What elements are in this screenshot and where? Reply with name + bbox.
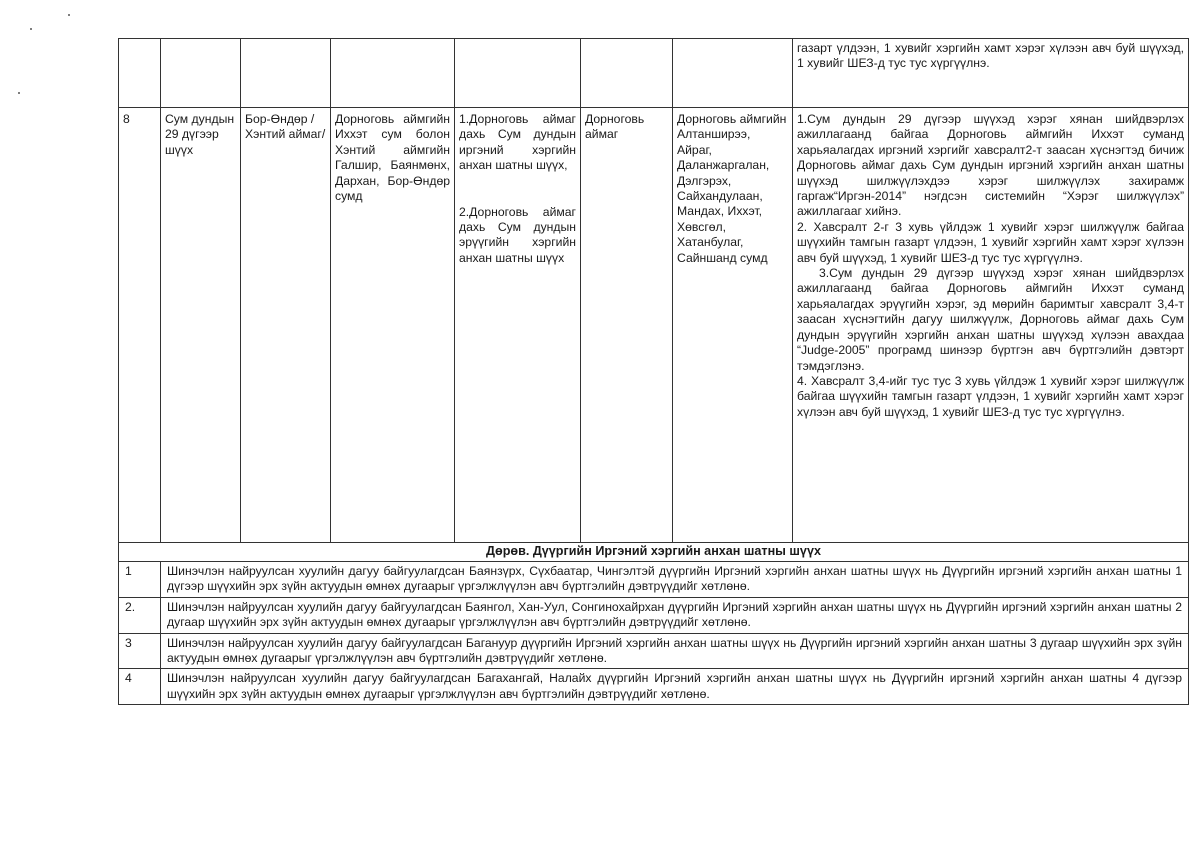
transfer-table bbox=[118, 38, 1189, 705]
item-text: Шинэчлэн найруулсан хуулийн дагуу байгуулагдсан Багануур дүүргийн Иргэний хэргийн анхан шатны шүүх нь Дүүргийн иргэний хэргийн анхан шатны 3 дугаар шүүхийн эрх зүйн актуудын өмнөх дугаарыг үргэлжлүүлэн авч бүртгэлийн дэвтрүүдийг хөтлөнө. bbox=[161, 633, 1189, 669]
table-row bbox=[119, 597, 1189, 633]
action-paragraph-4: 4. Хавсралт 3,4-ийг тус тус 3 хувь үйлдэж 1 хувийг хэрэг шилжүүлж байгаа шүүхийн тамгын газарт үлдээн, 1 хувийг хэргийн хамт хэрэг хүлээн авч буй шүүхэд, 1 хувийг ШЕЗ-д тус тус хүргүүлнэ. bbox=[797, 373, 1184, 419]
court-name-cell: Сум дундын 29 дүгээр шүүх bbox=[161, 108, 241, 543]
section-header-row bbox=[119, 543, 1189, 562]
action-continued-cell: газарт үлдээн, 1 хувийг хэргийн хамт хэрэг хүлээн авч буй шүүхэд, 1 хувийг ШЕЗ-д тус тус хүргүүлнэ. bbox=[793, 39, 1189, 108]
scan-speck bbox=[18, 92, 20, 94]
table-cell bbox=[161, 39, 241, 108]
table-row bbox=[119, 562, 1189, 598]
table-row bbox=[119, 633, 1189, 669]
item-number: 2. bbox=[119, 597, 161, 633]
table-cell bbox=[673, 39, 793, 108]
item-number: 1 bbox=[119, 562, 161, 598]
actions-cell bbox=[793, 108, 1189, 543]
table-cell bbox=[241, 39, 331, 108]
scan-speck bbox=[30, 28, 32, 30]
table-row-continued bbox=[119, 39, 1189, 108]
spacer bbox=[459, 174, 576, 205]
item-text: Шинэчлэн найруулсан хуулийн дагуу байгуулагдсан Баянзүрх, Сүхбаатар, Чингэлтэй дүүргийн Иргэний хэргийн анхан шатны шүүх нь Дүүргийн иргэний хэргийн анхан шатны 1 дүгээр шүүхийн эрх зүйн актуудын өмнөх дугаарыг үргэлжлүүлэн авч бүртгэлийн дэвтрүүдийг хөтлөнө. bbox=[161, 562, 1189, 598]
region-cell: Дорноговь аймаг bbox=[581, 108, 673, 543]
table-cell bbox=[455, 39, 581, 108]
table-cell bbox=[331, 39, 455, 108]
item-text: Шинэчлэн найруулсан хуулийн дагуу байгуулагдсан Багахангай, Налайх дүүргийн Иргэний хэргийн анхан шатны шүүх нь Дүүргийн иргэний хэргийн анхан шатны 4 дүгээр шүүхийн эрх зүйн актуудын өмнөх дугаарыг үргэлжлүүлэн авч бүртгэлийн дэвтрүүдийг хөтлөнө. bbox=[161, 669, 1189, 705]
table-row-8 bbox=[119, 108, 1189, 543]
soums-cell: Дорноговь аймгийн Алтанширээ, Айраг, Даланжаргалан, Дэлгэрэх, Сайхандулаан, Мандах, Иххэт, Хөвсгөл, Хатанбулаг, Сайншанд сумд bbox=[673, 108, 793, 543]
successor-court-cell bbox=[455, 108, 581, 543]
action-paragraph-1: 1.Сум дундын 29 дүгээр шүүхэд хэрэг хянан шийдвэрлэх ажиллагаанд байгаа Дорноговь аймгийн Иххэт суманд харьяалагдах иргэний хэргийг хавсралт2-т заасан хүснэгтэд бичиж Дорноговь аймаг дахь Сум дундын иргэний хэргийн анхан шатны шүүхэд шилжүүлэхдээ хэрэг шилжүүлэх захирамж гаргаж“Иргэн-2014” нэгдсэн системийн “Хэрэг шилжүүлэх” ажиллагааг хийнэ. bbox=[797, 112, 1184, 219]
document-table-wrapper bbox=[118, 38, 1188, 705]
row-number: 8 bbox=[119, 108, 161, 543]
action-paragraph-3: 3.Сум дундын 29 дүгээр шүүхэд хэрэг хянан шийдвэрлэх ажиллагаанд байгаа Дорноговь аймгийн Иххэт суманд харьяалагдах эрүүгийн хэрэг, эд мөрийн баримтыг хавсралт 3,4-т заасан хүснэгтийн дагуу шилжүүлж, Дорноговь аймаг дахь Сум дундын эрүүгийн хэргийн анхан шатны шүүхэд хүлээн авахдаа “Judge-2005” програмд шинээр бүртгэн авч бүртгэлийн дэвтэрт тэмдэглэнэ. bbox=[797, 266, 1184, 373]
item-number: 4 bbox=[119, 669, 161, 705]
table-cell bbox=[581, 39, 673, 108]
item-text: Шинэчлэн найруулсан хуулийн дагуу байгуулагдсан Баянгол, Хан-Уул, Сонгинохайрхан дүүргийн Иргэний хэргийн анхан шатны шүүх нь Дүүргийн иргэний хэргийн анхан шатны 2 дугаар шүүхийн эрх зүйн актуудын өмнөх дугаарыг үргэлжлүүлэн авч бүртгэлийн дэвтрүүдийг хөтлөнө. bbox=[161, 597, 1189, 633]
table-cell bbox=[119, 39, 161, 108]
successor-court-2: 2.Дорноговь аймаг дахь Сум дундын эрүүгийн хэргийн анхан шатны шүүх bbox=[459, 204, 576, 265]
jurisdiction-cell: Дорноговь аймгийн Иххэт сум болон Хэнтий аймгийн Галшир, Баянмөнх, Дархан, Бор-Өндөр сумд bbox=[331, 108, 455, 543]
item-number: 3 bbox=[119, 633, 161, 669]
scan-speck bbox=[68, 14, 70, 16]
table-row bbox=[119, 669, 1189, 705]
action-paragraph-2: 2. Хавсралт 2-г 3 хувь үйлдэж 1 хувийг хэрэг шилжүүлж байгаа шүүхийн тамгын газарт үлдээн, 1 хувийг хэргийн хамт хэрэг хүлээн авч буй шүүхэд, 1 хувийг ШЕЗ-д тус тус хүргүүлнэ. bbox=[797, 219, 1184, 265]
successor-court-1: 1.Дорноговь аймаг дахь Сум дундын иргэний хэргийн анхан шатны шүүх, bbox=[459, 112, 576, 173]
center-cell: Бор-Өндөр /Хэнтий аймаг/ bbox=[241, 108, 331, 543]
section-title: Дөрөв. Дүүргийн Иргэний хэргийн анхан шатны шүүх bbox=[119, 543, 1189, 562]
